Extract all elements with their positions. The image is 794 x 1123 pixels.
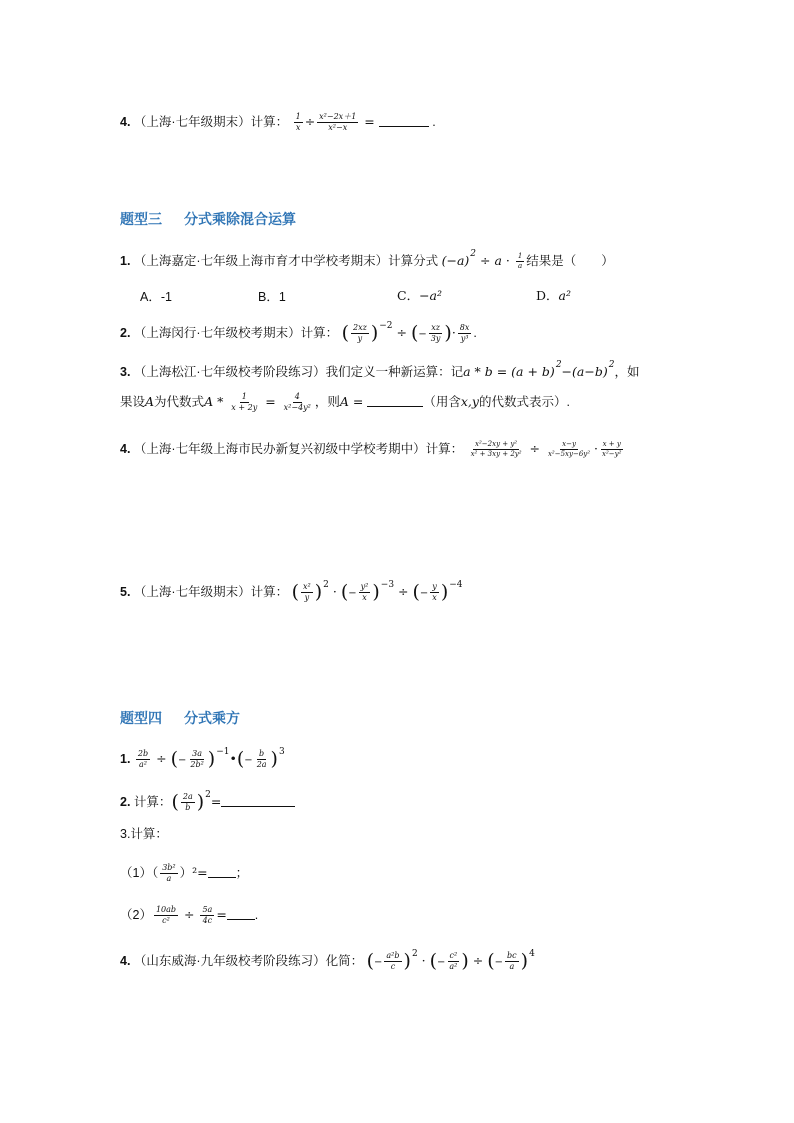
s3-question-2 [120,322,477,344]
question-source: （上海·七年级期末） [133,585,251,599]
question-ask: 计算： [250,115,289,130]
question-number: 4. [120,442,131,457]
question-tail: 结果是（ ） [526,254,614,268]
option-b[interactable] [258,287,286,305]
question-number: 4. [120,115,131,130]
punctuation: ； [235,866,249,881]
question-number: 1. [120,752,131,766]
section-4-header [120,708,240,728]
formula: ( $\frac{\text{x²}}{y}$ )$^2$ · (− $\frac{\text{y²}}{x}$ )$^{-3}$ ÷ (− $\frac{y}{x}$ )$^{-4}$ [291,580,463,604]
answer-blank[interactable] [367,396,423,407]
question-number: 5. [120,585,131,599]
answer-blank[interactable] [227,909,255,920]
formula: ( $\frac{2a}{b}$ )$^2$= [171,795,295,809]
sub-label: （1） [120,866,152,881]
s3-question-4 [120,441,625,459]
option-text: a² [558,288,571,303]
option-text: −a² [419,288,443,303]
s3-question-5 [120,581,463,603]
question-number: 1. [120,254,131,268]
option-c[interactable] [397,286,442,304]
question-number: 3. [120,365,131,379]
formula: ( $\frac{2xz}{y}$ )$^{-2}$ ÷ (− $\frac{xz}{3y}$ )· $\frac{8x}{\text{y³}}$ [341,321,470,345]
s4-question-3-part-1: （1）（ $\frac{\text{3b²}}{a}$ ）²= ； [120,863,249,884]
formula: $\frac{\text{x²−2xy + y²}}{\text{x² + 3xy + 2y²}}$ ÷ $\frac{x-y}{\text{x²−5xy−6y²}}$ · $\frac{x + y}{\text{x²−y²}}$ [470,440,622,459]
question-source: （上海闵行·七年级校考期末） [133,326,301,340]
question-text: ，则 [314,395,340,410]
sub-label: （2） [120,908,152,923]
option-a[interactable] [140,287,172,305]
question-number: 2. [120,326,131,340]
question-text: 为代数式 [154,395,205,410]
question-text: （用含 [423,395,461,410]
answer-blank[interactable] [208,867,236,878]
question-number: 4. [120,954,131,968]
question-end: . [473,326,477,340]
s3-question-3 [120,361,639,379]
question-number: 3.计算： [120,827,168,841]
s4-question-1 [120,748,285,770]
question-source: （上海·七年级期末） [133,115,251,130]
question-source: （山东威海·九年级校考阶段练习） [133,954,326,968]
option-letter: C． [397,288,420,303]
section-label: 题型四 [120,710,162,726]
formula: $\frac{1}{x}$ ÷ $\frac{\text{x²−2x＋1}}{\text{x²−x}}$ = [292,115,433,129]
question-text: 的代数式表示）. [478,395,570,410]
question-ask: 计算： [133,795,172,809]
option-letter: B． [258,290,279,304]
option-text: -1 [160,290,172,304]
s4-question-2 [120,791,295,813]
question-number: 2. [120,795,131,809]
question-text: 我们定义一种新运算：记 [325,365,464,379]
question-source: （上海松江·七年级校考阶段练习） [133,365,326,379]
question-ask: 计算： [250,585,289,599]
s3-question-3-cont: 果设A为代数式A * $\frac{1}{x + 2y}$ = $\frac{4}{\text{x²−4y²}}$ ，则A = （用含x,y的代数式表示）. [120,392,570,413]
option-letter: A． [140,290,161,304]
question-end: . [432,115,436,130]
question-ask: 计算： [300,326,339,340]
question-source: （上海·七年级上海市民办新复兴初级中学校考期中） [133,442,426,457]
option-text: 1 [278,290,286,304]
option-letter: D． [536,288,559,303]
answer-blank[interactable] [379,116,429,127]
formula: $(-a)^2 \div a$ · $\frac{1}{a}$ [441,249,523,270]
formula: (− $\frac{\text{a²b}}{c}$ )$^2$ · (− $\frac{\text{c²}}{\text{a²}}$ ) ÷ (− $\frac{bc}{a}$ )$^4$ [366,949,535,973]
section-title: 分式乘方 [184,710,240,726]
option-d[interactable] [536,286,571,304]
question-ask: 化简： [325,954,364,968]
question-ask: 计算分式 [388,254,439,268]
formula: $\frac{2b}{\text{a²}}$ ÷ (− $\frac{3a}{\text{2b²}}$ )$^{-1}$•(− $\frac{b}{2a}$ )$^3$ [137,747,285,771]
s4-question-3 [120,828,168,841]
answer-blank[interactable] [221,796,295,807]
punctuation: . [254,908,259,923]
question-text: ，如 [614,365,640,379]
question-ask: 计算： [425,442,464,457]
section-3-header [120,209,296,229]
s4-question-4 [120,950,535,972]
s3-question-1 [120,250,614,270]
question-source: （上海嘉定·七年级上海市育才中学校考期末） [133,254,389,268]
formula: $a * b = (a + b)^2-(a-b)^2$ [463,360,615,379]
question-text: 果设 [120,395,146,410]
question-top-4 [120,113,436,133]
s4-question-3-part-2: （2） $\frac{10ab}{\text{c²}}$ ÷ $\frac{5a}{4c}$ = . [120,905,259,926]
section-label: 题型三 [120,211,162,227]
section-title: 分式乘除混合运算 [184,211,296,227]
